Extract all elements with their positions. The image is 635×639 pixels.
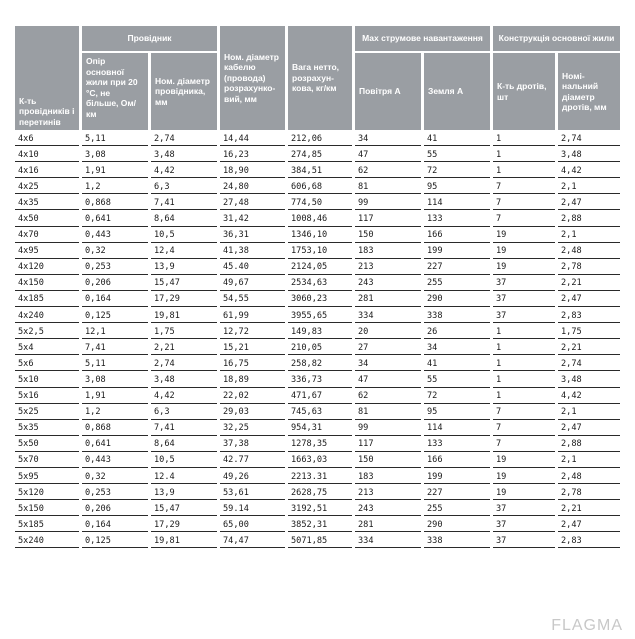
table-cell: 34 xyxy=(355,132,421,146)
table-cell: 19 xyxy=(493,470,555,484)
table-cell: 1278,35 xyxy=(288,438,352,452)
table-row xyxy=(15,196,620,210)
table-cell: 290 xyxy=(424,518,490,532)
table-cell: 1,2 xyxy=(82,180,148,194)
table-cell: 4,42 xyxy=(151,390,217,404)
table-cell: 19 xyxy=(493,261,555,275)
table-cell: 13,9 xyxy=(151,261,217,275)
table-cell: 606,68 xyxy=(288,180,352,194)
table-cell: 0,253 xyxy=(82,486,148,500)
table-cell: 37 xyxy=(493,293,555,307)
table-cell: 5x95 xyxy=(15,470,79,484)
table-cell: 37 xyxy=(493,309,555,323)
table-cell: 4x185 xyxy=(15,293,79,307)
table-cell: 24,80 xyxy=(220,180,285,194)
table-cell: 13,9 xyxy=(151,486,217,500)
table-cell: 19 xyxy=(493,486,555,500)
table-cell: 34 xyxy=(424,341,490,355)
table-cell: 2,88 xyxy=(558,438,620,452)
table-cell: 37,38 xyxy=(220,438,285,452)
table-row xyxy=(15,470,620,484)
table-cell: 243 xyxy=(355,502,421,516)
table-cell: 210,05 xyxy=(288,341,352,355)
table-cell: 5x150 xyxy=(15,502,79,516)
table-cell: 384,51 xyxy=(288,164,352,178)
air-current-header: Повітря А xyxy=(355,53,421,130)
table-cell: 2,21 xyxy=(151,341,217,355)
table-cell: 2,47 xyxy=(558,422,620,436)
table-cell: 1 xyxy=(493,357,555,371)
table-cell: 10,5 xyxy=(151,454,217,468)
table-cell: 37 xyxy=(493,502,555,516)
table-cell: 4x95 xyxy=(15,245,79,259)
table-cell: 2,21 xyxy=(558,277,620,291)
table-cell: 3955,65 xyxy=(288,309,352,323)
table-cell: 32,25 xyxy=(220,422,285,436)
table-cell: 12,4 xyxy=(151,245,217,259)
current-group-header: Max струмове навантаження xyxy=(355,26,490,51)
table-cell: 4x70 xyxy=(15,229,79,243)
table-cell: 6,3 xyxy=(151,406,217,420)
table-cell: 22,02 xyxy=(220,390,285,404)
table-cell: 36,31 xyxy=(220,229,285,243)
table-cell: 41 xyxy=(424,357,490,371)
table-cell: 2,47 xyxy=(558,293,620,307)
table-cell: 53,61 xyxy=(220,486,285,500)
table-cell: 0,253 xyxy=(82,261,148,275)
watermark: FLAGMA xyxy=(551,617,623,634)
table-cell: 5x25 xyxy=(15,406,79,420)
table-cell: 15,21 xyxy=(220,341,285,355)
table-cell: 2,1 xyxy=(558,454,620,468)
table-cell: 199 xyxy=(424,245,490,259)
table-cell: 1 xyxy=(493,390,555,404)
table-cell: 5,11 xyxy=(82,357,148,371)
table-cell: 0,206 xyxy=(82,277,148,291)
table-cell: 4x120 xyxy=(15,261,79,275)
table-cell: 12.4 xyxy=(151,470,217,484)
conductor-group-header: Провідник xyxy=(82,26,217,51)
table-cell: 0,164 xyxy=(82,293,148,307)
table-cell: 1346,10 xyxy=(288,229,352,243)
table-cell: 1 xyxy=(493,325,555,339)
table-cell: 0,443 xyxy=(82,229,148,243)
table-cell: 774,50 xyxy=(288,196,352,210)
table-cell: 1,2 xyxy=(82,406,148,420)
count-section-header: К-ть провідників і перетинів xyxy=(15,26,79,130)
table-cell: 3,48 xyxy=(151,148,217,162)
table-cell: 0,868 xyxy=(82,196,148,210)
table-row xyxy=(15,229,620,243)
table-row xyxy=(15,486,620,500)
table-row xyxy=(15,390,620,404)
wire-diameter-header: Номі-нальний діаметр дротів, мм xyxy=(558,53,620,130)
table-cell: 2,74 xyxy=(151,132,217,146)
table-cell: 274,85 xyxy=(288,148,352,162)
table-cell: 1008,46 xyxy=(288,212,352,226)
table-cell: 281 xyxy=(355,518,421,532)
table-cell: 338 xyxy=(424,534,490,548)
table-cell: 2213.31 xyxy=(288,470,352,484)
table-cell: 243 xyxy=(355,277,421,291)
table-cell: 5x6 xyxy=(15,357,79,371)
table-cell: 65,00 xyxy=(220,518,285,532)
table-cell: 31,42 xyxy=(220,212,285,226)
table-cell: 117 xyxy=(355,212,421,226)
table-cell: 7 xyxy=(493,422,555,436)
table-cell: 745,63 xyxy=(288,406,352,420)
table-cell: 27,48 xyxy=(220,196,285,210)
table-body xyxy=(15,132,620,548)
table-cell: 183 xyxy=(355,470,421,484)
table-cell: 4x16 xyxy=(15,164,79,178)
table-cell: 0,164 xyxy=(82,518,148,532)
table-cell: 2,47 xyxy=(558,196,620,210)
table-cell: 7,41 xyxy=(151,422,217,436)
table-cell: 26 xyxy=(424,325,490,339)
table-row xyxy=(15,277,620,291)
table-cell: 4x25 xyxy=(15,180,79,194)
table-cell: 61,99 xyxy=(220,309,285,323)
table-cell: 212,06 xyxy=(288,132,352,146)
table-cell: 72 xyxy=(424,390,490,404)
resistance-header: Опір основної жили при 20 °С, не більше, Ом/км xyxy=(82,53,148,130)
table-cell: 3,08 xyxy=(82,373,148,387)
table-cell: 114 xyxy=(424,422,490,436)
nominal-diameter-header: Ном. діаметр провідника, мм xyxy=(151,53,217,130)
table-cell: 334 xyxy=(355,309,421,323)
table-cell: 0,32 xyxy=(82,245,148,259)
table-cell: 290 xyxy=(424,293,490,307)
table-cell: 29,03 xyxy=(220,406,285,420)
table-cell: 2628,75 xyxy=(288,486,352,500)
table-cell: 117 xyxy=(355,438,421,452)
table-cell: 5x185 xyxy=(15,518,79,532)
table-cell: 41 xyxy=(424,132,490,146)
table-cell: 258,82 xyxy=(288,357,352,371)
table-cell: 7 xyxy=(493,438,555,452)
table-cell: 0,443 xyxy=(82,454,148,468)
weight-header: Вага нетто, розрахун-кова, кг/км xyxy=(288,26,352,130)
construction-group-header: Конструкція основної жили xyxy=(493,26,620,51)
table-cell: 10,5 xyxy=(151,229,217,243)
table-cell: 7 xyxy=(493,196,555,210)
table-cell: 2,1 xyxy=(558,406,620,420)
table-cell: 15,47 xyxy=(151,277,217,291)
table-cell: 5x120 xyxy=(15,486,79,500)
table-cell: 2,74 xyxy=(151,357,217,371)
table-cell: 12,72 xyxy=(220,325,285,339)
table-row xyxy=(15,325,620,339)
table-row xyxy=(15,245,620,259)
table-cell: 3,08 xyxy=(82,148,148,162)
table-row xyxy=(15,148,620,162)
table-cell: 41,38 xyxy=(220,245,285,259)
table-cell: 16,75 xyxy=(220,357,285,371)
table-row xyxy=(15,132,620,146)
table-cell: 149,83 xyxy=(288,325,352,339)
table-cell: 1,75 xyxy=(151,325,217,339)
table-cell: 4,42 xyxy=(558,390,620,404)
table-cell: 62 xyxy=(355,164,421,178)
table-row xyxy=(15,518,620,532)
table-cell: 5x240 xyxy=(15,534,79,548)
table-cell: 213 xyxy=(355,486,421,500)
table-cell: 0,32 xyxy=(82,470,148,484)
table-cell: 7 xyxy=(493,406,555,420)
table-cell: 62 xyxy=(355,390,421,404)
table-cell: 19 xyxy=(493,454,555,468)
table-cell: 42.77 xyxy=(220,454,285,468)
table-cell: 55 xyxy=(424,373,490,387)
table-cell: 14,44 xyxy=(220,132,285,146)
table-cell: 4x10 xyxy=(15,148,79,162)
table-cell: 47 xyxy=(355,148,421,162)
table-cell: 4x150 xyxy=(15,277,79,291)
table-cell: 45.40 xyxy=(220,261,285,275)
table-cell: 2,48 xyxy=(558,245,620,259)
table-cell: 8,64 xyxy=(151,212,217,226)
table-row xyxy=(15,341,620,355)
table-cell: 2,21 xyxy=(558,341,620,355)
table-cell: 19,81 xyxy=(151,309,217,323)
table-cell: 4x240 xyxy=(15,309,79,323)
table-cell: 59.14 xyxy=(220,502,285,516)
table-cell: 4x50 xyxy=(15,212,79,226)
table-cell: 0,125 xyxy=(82,309,148,323)
table-cell: 3060,23 xyxy=(288,293,352,307)
table-cell: 1753,10 xyxy=(288,245,352,259)
table-cell: 4x6 xyxy=(15,132,79,146)
table-cell: 166 xyxy=(424,229,490,243)
table-cell: 2,48 xyxy=(558,470,620,484)
table-cell: 6,3 xyxy=(151,180,217,194)
table-cell: 3,48 xyxy=(558,148,620,162)
table-cell: 17,29 xyxy=(151,293,217,307)
table-cell: 1 xyxy=(493,373,555,387)
table-cell: 336,73 xyxy=(288,373,352,387)
table-cell: 12,1 xyxy=(82,325,148,339)
table-row xyxy=(15,373,620,387)
table-cell: 4,42 xyxy=(558,164,620,178)
table-cell: 3852,31 xyxy=(288,518,352,532)
table-cell: 74,47 xyxy=(220,534,285,548)
table-cell: 2,21 xyxy=(558,502,620,516)
table-cell: 5x10 xyxy=(15,373,79,387)
table-cell: 15,47 xyxy=(151,502,217,516)
table-cell: 1,91 xyxy=(82,390,148,404)
table-cell: 3,48 xyxy=(558,373,620,387)
table-cell: 5x4 xyxy=(15,341,79,355)
table-row xyxy=(15,180,620,194)
table-cell: 255 xyxy=(424,277,490,291)
table-cell: 5x35 xyxy=(15,422,79,436)
table-cell: 99 xyxy=(355,196,421,210)
table-cell: 81 xyxy=(355,406,421,420)
table-cell: 95 xyxy=(424,406,490,420)
table-row xyxy=(15,164,620,178)
table-cell: 183 xyxy=(355,245,421,259)
table-cell: 114 xyxy=(424,196,490,210)
table-cell: 37 xyxy=(493,534,555,548)
ground-current-header: Земля А xyxy=(424,53,490,130)
table-cell: 1,75 xyxy=(558,325,620,339)
table-cell: 27 xyxy=(355,341,421,355)
table-cell: 7 xyxy=(493,212,555,226)
table-cell: 2,83 xyxy=(558,534,620,548)
table-cell: 37 xyxy=(493,277,555,291)
table-cell: 1663,03 xyxy=(288,454,352,468)
table-cell: 227 xyxy=(424,486,490,500)
table-row xyxy=(15,534,620,548)
table-cell: 5,11 xyxy=(82,132,148,146)
table-cell: 1 xyxy=(493,148,555,162)
table-cell: 150 xyxy=(355,454,421,468)
table-cell: 2,74 xyxy=(558,357,620,371)
table-cell: 213 xyxy=(355,261,421,275)
table-cell: 7,41 xyxy=(151,196,217,210)
table-cell: 2534,63 xyxy=(288,277,352,291)
table-cell: 19 xyxy=(493,245,555,259)
table-cell: 72 xyxy=(424,164,490,178)
table-cell: 5x70 xyxy=(15,454,79,468)
table-cell: 281 xyxy=(355,293,421,307)
table-cell: 2,47 xyxy=(558,518,620,532)
table-cell: 2,83 xyxy=(558,309,620,323)
table-cell: 5x2,5 xyxy=(15,325,79,339)
table-cell: 18,90 xyxy=(220,164,285,178)
table-cell: 47 xyxy=(355,373,421,387)
table-cell: 255 xyxy=(424,502,490,516)
table-cell: 37 xyxy=(493,518,555,532)
table-cell: 4,42 xyxy=(151,164,217,178)
table-cell: 334 xyxy=(355,534,421,548)
table-cell: 1 xyxy=(493,132,555,146)
table-cell: 2124,05 xyxy=(288,261,352,275)
table-cell: 19 xyxy=(493,229,555,243)
table-row xyxy=(15,261,620,275)
table-cell: 5x50 xyxy=(15,438,79,452)
table-cell: 3192,51 xyxy=(288,502,352,516)
cable-spec-table xyxy=(12,24,623,550)
table-row xyxy=(15,212,620,226)
table-cell: 2,88 xyxy=(558,212,620,226)
table-cell: 0,206 xyxy=(82,502,148,516)
table-cell: 7 xyxy=(493,180,555,194)
table-cell: 150 xyxy=(355,229,421,243)
table-cell: 7,41 xyxy=(82,341,148,355)
table-cell: 0,641 xyxy=(82,212,148,226)
table-cell: 2,74 xyxy=(558,132,620,146)
table-cell: 54,55 xyxy=(220,293,285,307)
table-cell: 0,125 xyxy=(82,534,148,548)
table-cell: 49,26 xyxy=(220,470,285,484)
wire-count-header: К-ть дротів, шт xyxy=(493,53,555,130)
table-cell: 133 xyxy=(424,438,490,452)
table-cell: 3,48 xyxy=(151,373,217,387)
table-row xyxy=(15,406,620,420)
table-cell: 1 xyxy=(493,164,555,178)
table-cell: 0,868 xyxy=(82,422,148,436)
table-cell: 49,67 xyxy=(220,277,285,291)
cable-diameter-header: Ном. діаметр кабелю (провода) розрахунко-вий, мм xyxy=(220,26,285,130)
table-cell: 227 xyxy=(424,261,490,275)
table-row xyxy=(15,454,620,468)
table-cell: 34 xyxy=(355,357,421,371)
table-cell: 2,78 xyxy=(558,486,620,500)
table-cell: 5071,85 xyxy=(288,534,352,548)
table-cell: 1,91 xyxy=(82,164,148,178)
table-cell: 4x35 xyxy=(15,196,79,210)
table-cell: 81 xyxy=(355,180,421,194)
table-cell: 2,1 xyxy=(558,180,620,194)
table-cell: 1 xyxy=(493,341,555,355)
table-cell: 55 xyxy=(424,148,490,162)
table-row xyxy=(15,502,620,516)
table-cell: 338 xyxy=(424,309,490,323)
table-cell: 471,67 xyxy=(288,390,352,404)
table-cell: 2,78 xyxy=(558,261,620,275)
table-cell: 166 xyxy=(424,454,490,468)
table-cell: 199 xyxy=(424,470,490,484)
table-cell: 19,81 xyxy=(151,534,217,548)
table-row xyxy=(15,357,620,371)
table-cell: 18,89 xyxy=(220,373,285,387)
table-row xyxy=(15,422,620,436)
table-cell: 20 xyxy=(355,325,421,339)
table-row xyxy=(15,309,620,323)
table-cell: 5x16 xyxy=(15,390,79,404)
table-row xyxy=(15,438,620,452)
table-cell: 133 xyxy=(424,212,490,226)
table-cell: 99 xyxy=(355,422,421,436)
table-cell: 8,64 xyxy=(151,438,217,452)
table-cell: 95 xyxy=(424,180,490,194)
table-cell: 17,29 xyxy=(151,518,217,532)
table-cell: 0,641 xyxy=(82,438,148,452)
table-cell: 16,23 xyxy=(220,148,285,162)
table-cell: 2,1 xyxy=(558,229,620,243)
table-row xyxy=(15,293,620,307)
table-cell: 954,31 xyxy=(288,422,352,436)
